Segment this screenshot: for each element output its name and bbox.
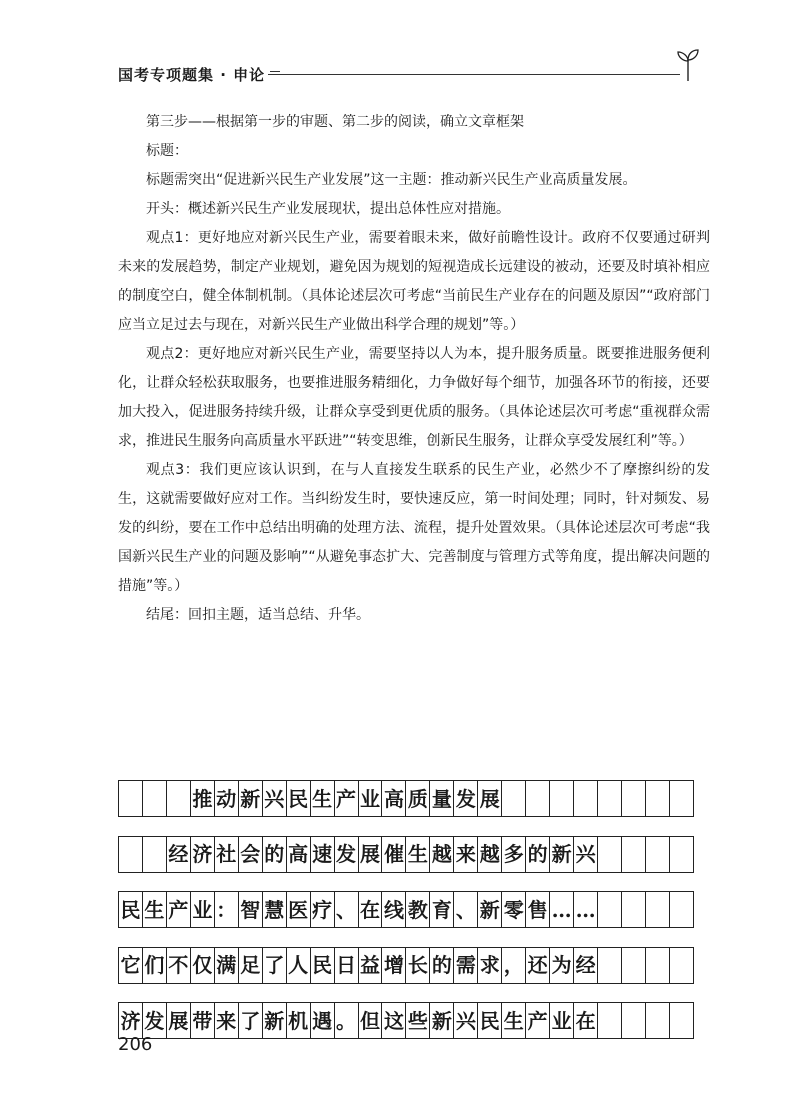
grid-cell — [143, 837, 167, 872]
grid-cell: 越 — [430, 837, 454, 872]
grid-cell: 了 — [263, 948, 287, 983]
grid-cell: 展 — [167, 1003, 191, 1038]
grid-cell: 机 — [287, 1003, 311, 1038]
grid-cell — [622, 948, 646, 983]
grid-cell: 来 — [454, 837, 478, 872]
grid-cell: 经 — [167, 837, 191, 872]
grid-cell: 日 — [335, 948, 359, 983]
grid-cell: 益 — [359, 948, 383, 983]
grid-cell — [670, 948, 694, 983]
grid-cell — [598, 837, 622, 872]
grid-row — [118, 891, 694, 928]
grid-cell — [622, 781, 646, 816]
grid-cell: 智 — [239, 892, 263, 927]
grid-cell: 兴 — [263, 781, 287, 816]
grid-cell — [119, 837, 143, 872]
grid-cell: 满 — [215, 948, 239, 983]
grid-cell: 线 — [382, 892, 406, 927]
grid-cell: 还 — [526, 948, 550, 983]
grid-cell: 越 — [478, 837, 502, 872]
grid-cell: 增 — [382, 948, 406, 983]
grid-cell: 疗 — [311, 892, 335, 927]
grid-cell: 教 — [406, 892, 430, 927]
grid-cell: 新 — [239, 781, 263, 816]
grid-cell: 在 — [574, 1003, 598, 1038]
grid-cell: 为 — [550, 948, 574, 983]
grid-row — [118, 947, 694, 984]
grid-cell: … — [574, 892, 598, 927]
grid-row — [118, 836, 694, 873]
viewpoint-3: 观点3：我们更应该认识到，在与人直接发生联系的民生产业，必然少不了摩擦纠纷的发生，这就需要做好应对工作。当纠纷发生时，要快速反应，第一时间处理；同时，针对频发、易发的纠纷，要在工作中总结出明确的处理方法、流程，提升处置效果。（具体论述层次可考虑“我国新兴民生产业的问题及影响”“从避免事态扩大、完善制度与管理方式等角度，提出解决问题的措施”等。） — [118, 462, 710, 594]
grid-cell: 济 — [119, 1003, 143, 1038]
grid-cell: 售 — [526, 892, 550, 927]
grid-cell: 经 — [574, 948, 598, 983]
viewpoint-2: 观点2：更好地应对新兴民生产业，需要坚持以人为本，提升服务质量。既要推进服务便利化，让群众轻松获取服务，也要推进服务精细化，力争做好每个细节，加强各环节的衔接，还要加大投入，促进服务持续升级，让群众享受到更优质的服务。（具体论述层次可考虑“重视群众需求，推进民生服务向高质量水平跃进”“转变思维，创新民生服务，让群众享受发展红利”等。） — [118, 346, 710, 449]
step-heading: 第三步——根据第一步的审题、第二步的阅读，确立文章框架 — [146, 114, 524, 130]
grid-cell: 产 — [335, 781, 359, 816]
grid-cell — [598, 948, 622, 983]
grid-cell: 民 — [119, 892, 143, 927]
grid-cell: 带 — [191, 1003, 215, 1038]
grid-cell — [646, 892, 670, 927]
grid-cell: 了 — [239, 1003, 263, 1038]
grid-cell: 、 — [454, 892, 478, 927]
grid-cell: 生 — [311, 781, 335, 816]
grid-cell: 求 — [478, 948, 502, 983]
grid-cell: 医 — [287, 892, 311, 927]
grid-cell — [670, 1003, 694, 1038]
grid-cell: 新 — [430, 1003, 454, 1038]
grid-cell: 民 — [311, 948, 335, 983]
grid-cell — [670, 892, 694, 927]
grid-cell — [167, 781, 191, 816]
grid-cell: 生 — [502, 1003, 526, 1038]
grid-cell: 需 — [454, 948, 478, 983]
grid-cell: 动 — [215, 781, 239, 816]
grid-cell: 但 — [359, 1003, 383, 1038]
grid-cell: 量 — [430, 781, 454, 816]
grid-cell: 仅 — [191, 948, 215, 983]
grid-cell: 高 — [382, 781, 406, 816]
title-label: 标题： — [146, 143, 188, 159]
grid-cell: 在 — [359, 892, 383, 927]
grid-cell — [119, 781, 143, 816]
grid-cell — [526, 781, 550, 816]
grid-cell: 催 — [382, 837, 406, 872]
grid-cell: 兴 — [454, 1003, 478, 1038]
grid-cell — [646, 781, 670, 816]
title-requirement: 标题需突出“促进新兴民生产业发展”这一主题：推动新兴民生产业高质量发展。 — [146, 172, 637, 188]
grid-cell: 业 — [191, 892, 215, 927]
grid-cell: 发 — [335, 837, 359, 872]
grid-cell: … — [550, 892, 574, 927]
grid-cell: ： — [215, 892, 239, 927]
opening-paragraph: 开头：概述新兴民生产业发展现状，提出总体性应对措施。 — [146, 201, 510, 217]
header-rule — [268, 74, 680, 75]
grid-cell: 这 — [382, 1003, 406, 1038]
grid-cell: 它 — [119, 948, 143, 983]
grid-cell: ， — [502, 948, 526, 983]
grid-cell — [670, 837, 694, 872]
grid-cell: 的 — [526, 837, 550, 872]
viewpoint-1: 观点1：更好地应对新兴民生产业，需要着眼未来，做好前瞻性设计。政府不仅要通过研判未来的发展趋势，制定产业规划，避免因为规划的短视造成长远建设的被动，还要及时填补相应的制度空白，健全体制机制。（具体论述层次可考虑“当前民生产业存在的问题及原因”“政府部门应当立足过去与现在，对新兴民生产业做出科学合理的规划”等。） — [118, 230, 710, 333]
grid-cell: 育 — [430, 892, 454, 927]
grid-cell: 慧 — [263, 892, 287, 927]
header-rule-dash — [270, 71, 280, 72]
grid-cell — [646, 1003, 670, 1038]
grid-cell: 的 — [430, 948, 454, 983]
grid-cell — [550, 781, 574, 816]
grid-cell: 些 — [406, 1003, 430, 1038]
grid-cell: 足 — [239, 948, 263, 983]
grid-cell: 来 — [215, 1003, 239, 1038]
grid-cell: 兴 — [574, 837, 598, 872]
grid-cell: 质 — [406, 781, 430, 816]
grid-cell: 产 — [526, 1003, 550, 1038]
grid-cell: 遇 — [311, 1003, 335, 1038]
grid-cell: 人 — [287, 948, 311, 983]
grid-cell: 新 — [478, 892, 502, 927]
grid-cell: 速 — [311, 837, 335, 872]
grid-cell: 发 — [143, 1003, 167, 1038]
answer-framework-text — [118, 108, 710, 630]
grid-cell: 济 — [191, 837, 215, 872]
grid-cell — [598, 892, 622, 927]
header-title: 国考专项题集 · 申论 — [118, 66, 266, 84]
grid-cell: 高 — [287, 837, 311, 872]
ending-paragraph: 结尾：回扣主题，适当总结、升华。 — [146, 607, 370, 623]
grid-cell — [598, 1003, 622, 1038]
grid-cell: 业 — [550, 1003, 574, 1038]
grid-cell: 会 — [239, 837, 263, 872]
grid-cell: 零 — [502, 892, 526, 927]
grid-cell — [143, 781, 167, 816]
grid-cell: 社 — [215, 837, 239, 872]
grid-cell — [622, 892, 646, 927]
grid-cell: 推 — [191, 781, 215, 816]
grid-cell — [574, 781, 598, 816]
grid-cell: 民 — [478, 1003, 502, 1038]
grid-cell: 的 — [263, 837, 287, 872]
grid-cell: 新 — [263, 1003, 287, 1038]
grid-row — [118, 780, 694, 817]
grid-cell: 生 — [406, 837, 430, 872]
grid-cell — [622, 837, 646, 872]
grid-cell — [646, 837, 670, 872]
grid-row — [118, 1002, 694, 1039]
grid-cell: 展 — [359, 837, 383, 872]
grid-cell — [670, 781, 694, 816]
grid-cell: 新 — [550, 837, 574, 872]
grid-cell: 民 — [287, 781, 311, 816]
grid-cell: 展 — [478, 781, 502, 816]
grid-cell: 多 — [502, 837, 526, 872]
grid-cell: 长 — [406, 948, 430, 983]
answer-grid-paper — [118, 780, 694, 1058]
grid-cell: 们 — [143, 948, 167, 983]
page-header — [118, 60, 702, 90]
grid-cell — [598, 781, 622, 816]
grid-cell: 。 — [335, 1003, 359, 1038]
grid-cell: 、 — [335, 892, 359, 927]
page-number: 206 — [118, 1034, 153, 1055]
sprout-icon — [674, 48, 702, 82]
grid-cell — [646, 948, 670, 983]
grid-cell: 不 — [167, 948, 191, 983]
grid-cell: 发 — [454, 781, 478, 816]
grid-cell: 产 — [167, 892, 191, 927]
grid-cell — [622, 1003, 646, 1038]
grid-cell: 业 — [359, 781, 383, 816]
grid-cell: 生 — [143, 892, 167, 927]
grid-cell — [502, 781, 526, 816]
